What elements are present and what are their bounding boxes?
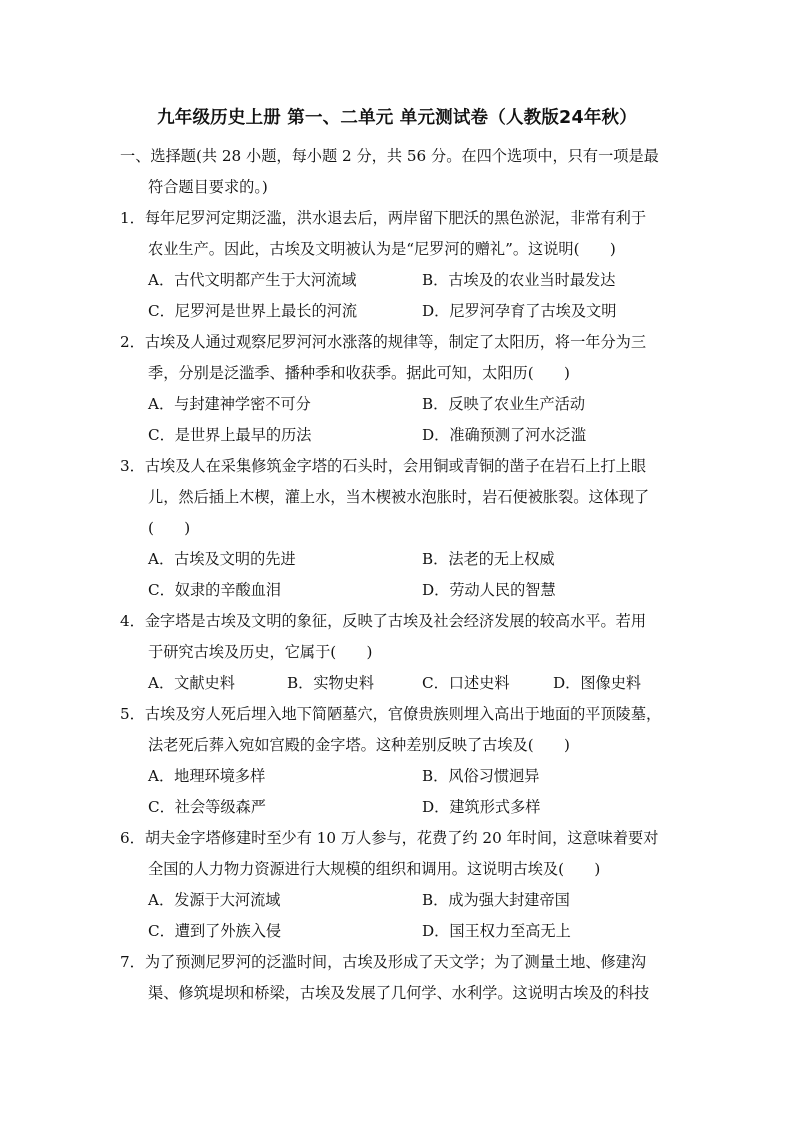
section-instructions-line-1: 一、选择题(共 28 小题，每小题 2 分，共 56 分。在四个选项中，只有一项是最 (120, 147, 659, 165)
question-4-stem-line-2: 于研究古埃及历史，它属于( ) (148, 643, 373, 661)
question-4-option-b[interactable]: B．实物史料 (287, 674, 375, 692)
question-2-stem-line-1: 2．古埃及人通过观察尼罗河河水涨落的规律等，制定了太阳历，将一年分为三 (120, 333, 647, 351)
question-4-stem-line-1: 4．金字塔是古埃及文明的象征，反映了古埃及社会经济发展的较高水平。若用 (120, 612, 647, 630)
page-title: 九年级历史上册 第一、二单元 单元测试卷（人教版24年秋） (157, 108, 637, 128)
question-5-option-d[interactable]: D．建筑形式多样 (422, 798, 541, 816)
question-4-option-d[interactable]: D．图像史料 (553, 674, 642, 692)
question-6-option-c[interactable]: C．遭到了外族入侵 (148, 922, 282, 940)
question-6-option-a[interactable]: A．发源于大河流域 (148, 891, 281, 909)
question-7-stem-line-1: 7．为了预测尼罗河的泛滥时间，古埃及形成了天文学；为了测量土地、修建沟 (120, 953, 647, 971)
question-3-option-c[interactable]: C．奴隶的辛酸血泪 (148, 581, 282, 599)
question-2-option-b[interactable]: B．反映了农业生产活动 (422, 395, 586, 413)
question-1-option-b[interactable]: B．古埃及的农业当时最发达 (422, 271, 616, 289)
question-6-stem-line-2: 全国的人力物力资源进行大规模的组织和调用。这说明古埃及( ) (148, 860, 601, 878)
question-1-option-d[interactable]: D．尼罗河孕育了古埃及文明 (422, 302, 617, 320)
question-3-option-d[interactable]: D．劳动人民的智慧 (422, 581, 556, 599)
question-1-option-c[interactable]: C．尼罗河是世界上最长的河流 (148, 302, 358, 320)
question-3-stem-line-3: ( ) (148, 519, 191, 537)
question-2-stem-line-2: 季，分别是泛滥季、播种季和收获季。据此可知，太阳历( ) (148, 364, 570, 382)
question-3-option-b[interactable]: B．法老的无上权威 (422, 550, 555, 568)
question-1-stem-line-1: 1．每年尼罗河定期泛滥，洪水退去后，两岸留下肥沃的黑色淤泥，非常有利于 (120, 209, 647, 227)
question-1-option-a[interactable]: A．古代文明都产生于大河流域 (148, 271, 357, 289)
question-5-stem-line-1: 5．古埃及穷人死后埋入地下简陋墓穴，官僚贵族则埋入高出于地面的平顶陵墓， (120, 705, 662, 723)
question-4-option-a[interactable]: A．文献史料 (148, 674, 235, 692)
question-5-option-a[interactable]: A．地理环境多样 (148, 767, 266, 785)
question-6-option-d[interactable]: D．国王权力至高无上 (422, 922, 571, 940)
question-2-option-c[interactable]: C．是世界上最早的历法 (148, 426, 312, 444)
question-3-stem-line-1: 3．古埃及人在采集修筑金字塔的石头时，会用铜或青铜的凿子在岩石上打上眼 (120, 457, 647, 475)
question-2-option-d[interactable]: D．准确预测了河水泛滥 (422, 426, 587, 444)
question-4-option-c[interactable]: C．口述史料 (422, 674, 510, 692)
question-1-stem-line-2: 农业生产。因此，古埃及文明被认为是“尼罗河的赠礼”。这说明( ) (148, 240, 616, 258)
question-6-stem-line-1: 6．胡夫金字塔修建时至少有 10 万人参与，花费了约 20 年时间，这意味着要对 (120, 829, 659, 847)
question-5-option-c[interactable]: C．社会等级森严 (148, 798, 266, 816)
question-5-option-b[interactable]: B．风俗习惯迥异 (422, 767, 540, 785)
question-3-stem-line-2: 儿，然后插上木楔，灌上水，当木楔被水泡胀时，岩石便被胀裂。这体现了 (148, 488, 650, 506)
question-6-option-b[interactable]: B．成为强大封建帝国 (422, 891, 570, 909)
question-3-option-a[interactable]: A．古埃及文明的先进 (148, 550, 296, 568)
section-instructions-line-2: 符合题目要求的。) (148, 178, 268, 196)
question-2-option-a[interactable]: A．与封建神学密不可分 (148, 395, 311, 413)
question-7-stem-line-2: 渠、修筑堤坝和桥梁，古埃及发展了几何学、水利学。这说明古埃及的科技 (148, 984, 650, 1002)
question-5-stem-line-2: 法老死后葬入宛如宫殿的金字塔。这种差别反映了古埃及( ) (148, 736, 570, 754)
